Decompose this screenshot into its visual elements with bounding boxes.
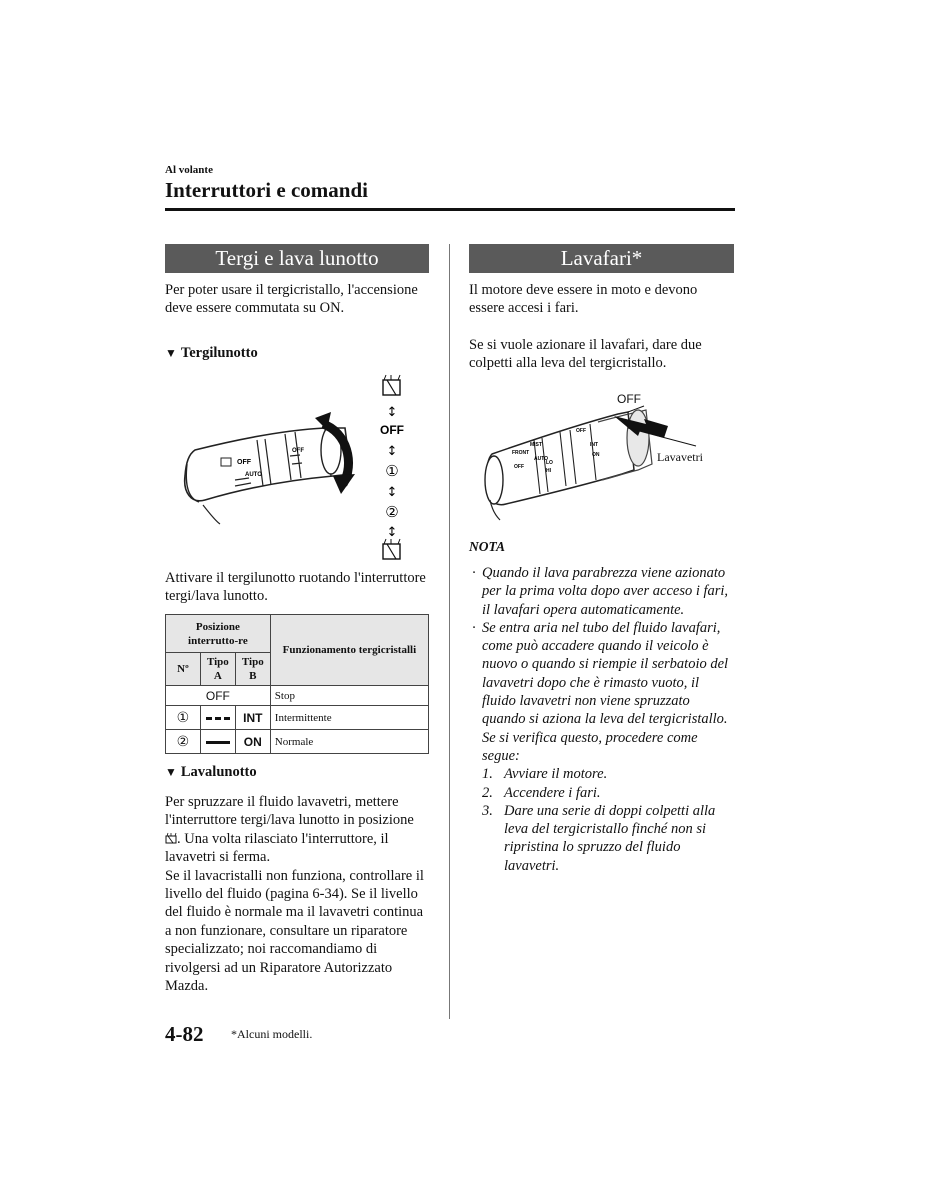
lever-off-b-label: OFF [576,428,586,434]
headlight-washer-section-heading: Lavafari* [469,244,734,273]
table-cell-type-b: INT [235,706,270,730]
svg-text:↕: ↕ [386,444,398,459]
note-bullet: · Quando il lava parabrezza viene azionato per la prima volta dopo aver acceso i fari, il lavafari opera automaticamente. [472,565,729,618]
front-label: FRONT [512,450,530,456]
rear-wiper-intro: Per poter usare il tergicristallo, l'accensione deve essere commutata su ON. [165,282,418,317]
rear-wiper-subheading-text: Tergilunotto [180,345,258,361]
svg-text:↕: ↕ [386,405,398,420]
table-header-number: Nº [166,653,201,686]
table-cell-function: Stop [270,686,428,706]
note-bullet: · Se entra aria nel tubo del fluido lavafari, come può accadere quando il veicolo è nuovo o quando si riempie il serbatoio del lavavetri dopo che è rimasto vuoto, il fluido lavavetri non viene spruzzato quando si aziona la leva del tergicristallo. Se si verifica questo, procedere come segue: [472,619,729,764]
svg-text:↕: ↕ [386,525,398,540]
rear-washer-icon-bottom [383,539,400,559]
continuous-line-icon [206,739,230,745]
rear-wiper-subheading [165,345,258,362]
mist-label: MIST [530,442,542,448]
rear-wiper-lever-illustration [165,372,427,562]
lever-hi-label: HI [546,468,551,474]
rear-washer-icon-inline [165,832,177,844]
triangle-bullet-icon: ▼ [165,346,177,360]
table-header-position: Posizione interrutto-re [166,615,271,653]
lever-auto-label: AUTO [534,456,549,462]
table-header-function: Funzionamento tergicristalli [270,615,428,686]
column-divider [449,244,450,1019]
note-heading: NOTA [469,539,506,554]
table-cell-off: OFF [166,686,271,706]
rear-washer-icon-top [383,375,400,395]
table-row [166,686,429,706]
title-rule [165,208,735,211]
table-cell-function: Normale [270,730,428,754]
off-callout: OFF [617,392,641,406]
rear-washer-subheading-text: Lavalunotto [180,764,257,780]
rear-washer-paragraph [165,793,427,995]
rear-wiper-description: Attivare il tergilunotto ruotando l'interruttore tergi/lava lunotto. [165,570,426,605]
table-header-type-a: Tipo A [200,653,235,686]
headlight-washer-instruction: Se si vuole azionare il lavafari, dare due colpetti alla leva del tergicristallo. [469,337,702,372]
triangle-bullet-icon: ▼ [165,765,177,779]
page-number: 4-82 [165,1022,204,1046]
svg-text:↕: ↕ [386,485,398,500]
washer-callout: Lavavetri [657,450,703,464]
note-list [469,564,734,875]
rear-washer-subheading [165,764,257,781]
rear-washer-troubleshoot: Se il lavacristalli non funziona, controllare il livello del fluido (pagina 6-34). Se il livello del fluido è normale ma il lavavetri continua a non funzionare, consultare un riparatore specializzato; noi raccomandiamo di rivolgersi ad un Riparatore Autorizzato Mazda. [165,867,424,995]
lever-off-a-label: OFF [514,464,524,470]
ring-off-label: OFF [292,448,304,454]
lever-off-label: OFF [237,459,251,466]
note-step: 1. Avviare il motore. [482,766,608,783]
seq-off-label: OFF [380,423,404,437]
seq-position-2: ② [385,503,399,521]
table-row [166,706,429,730]
table-cell-type-b: ON [235,730,270,754]
section-label: Al volante [165,164,213,176]
table-cell-type-a [200,706,235,730]
seq-position-1: ① [385,462,399,480]
switch-position-table [165,614,429,754]
table-cell-number: ① [166,706,201,730]
headlight-washer-intro: Il motore deve essere in moto e devono essere accesi i fari. [469,282,698,317]
note-step: 3. Dare una serie di doppi colpetti alla leva del tergicristallo finché non si ripristina lo spruzzo del fluido lavavetri. [482,802,716,874]
table-row [166,730,429,754]
note-step: 2. Accendere i fari. [482,784,601,801]
rear-washer-text-start: Per spruzzare il fluido lavavetri, mettere l'interruttore tergi/lava lunotto in posizione [165,794,414,829]
table-header-type-b: Tipo B [235,653,270,686]
lever-int-label: INT [590,442,599,448]
lever-auto-label: AUTO [245,472,262,478]
rear-wiper-section-heading: Tergi e lava lunotto [165,244,429,273]
table-cell-function: Intermittente [270,706,428,730]
intermittent-line-icon [206,715,230,721]
lever-lo-label: LO [546,460,553,466]
page-title: Interruttori e comandi [165,178,368,202]
lever-on-label: ON [592,452,600,458]
table-cell-number: ② [166,730,201,754]
footnote: *Alcuni modelli. [231,1027,313,1041]
table-cell-type-a [200,730,235,754]
rear-washer-text-end: . Una volta rilasciato l'interruttore, il lavavetri si ferma. [165,830,389,866]
